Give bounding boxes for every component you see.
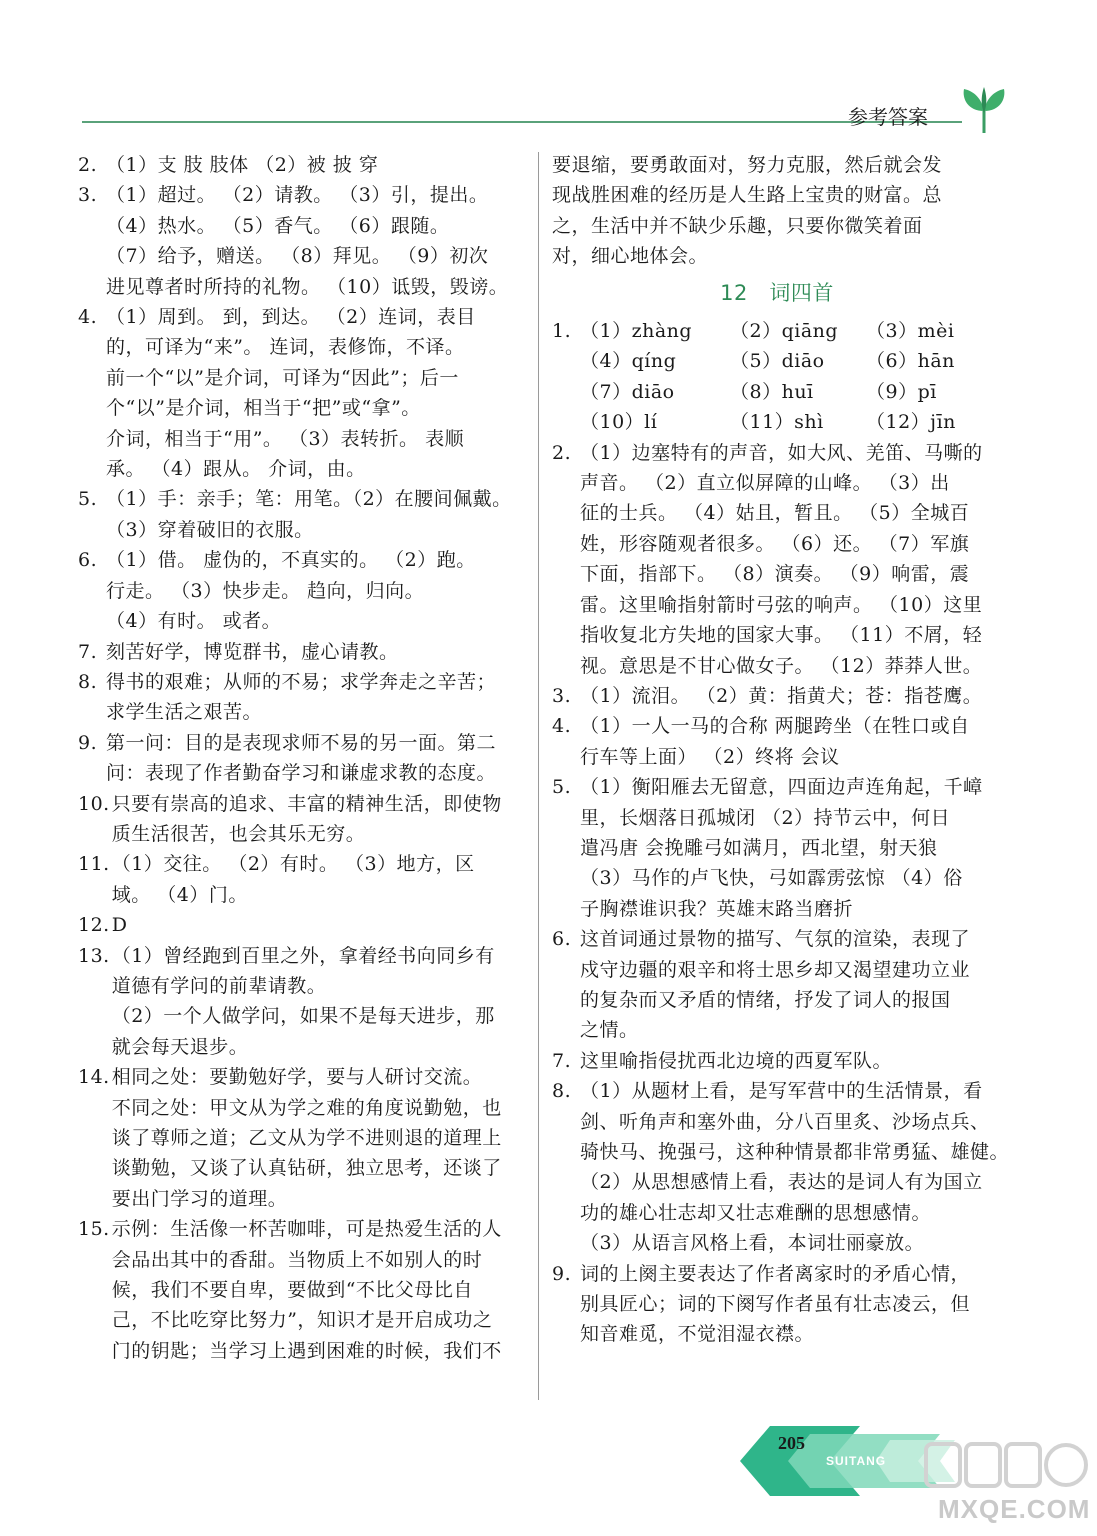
answer-line: （1）流泪。 （2）黄：指黄犬；苍：指苍鹰。: [580, 684, 983, 707]
answer-line: 求学生活之艰苦。: [106, 701, 263, 724]
item-number: 4.: [78, 306, 98, 329]
answer-line: 相同之处：要勤勉好学，要与人研讨交流。: [111, 1066, 483, 1089]
answer-line: 行走。 （3）快步走。 趋向，归向。: [106, 579, 425, 602]
answer-line: 质生活很苦，也会其乐无穷。: [111, 822, 366, 845]
answer-line: 第一问：目的是表现求师不易的另一面。第二: [106, 731, 497, 754]
item-body: [580, 1046, 1002, 1076]
answer-line: 的复杂而又矛盾的情绪，抒发了词人的报国: [580, 988, 951, 1011]
item-number: 7.: [78, 640, 98, 663]
item-number: 7.: [552, 1049, 572, 1072]
answer-line: （1）衡阳雁去无留意，四面边声连角起，千嶂: [580, 776, 983, 799]
item-body: [106, 667, 524, 728]
answer-line: 之情。: [580, 1019, 639, 1042]
answer-line: （1）借。 虚伪的，不真实的。 （2）跑。: [106, 549, 476, 572]
answer-line: 雷。这里喻指射箭时弓弦的响声。 （10）这里: [580, 593, 983, 616]
answer-line: 谈了尊师之道；乙文从为学不进则退的道理上: [111, 1127, 502, 1149]
answer-line: 指收复北方失地的国家大事。 （11）不屑，轻: [580, 624, 983, 647]
item-body: [106, 484, 524, 545]
answer-line: 之，生活中并不缺少乐趣，只要你微笑着面: [552, 214, 923, 237]
section-number: 12: [720, 280, 748, 305]
answer-item: [78, 910, 524, 940]
item-body: [580, 711, 1002, 772]
answer-item: [78, 302, 524, 484]
answer-line: 得书的艰难；从师的不易；求学奔走之辛苦；: [106, 670, 497, 693]
answer-line: 介词，相当于“用”。 （3）表转折。 表顺: [106, 427, 465, 450]
item-number: 9.: [552, 1262, 572, 1285]
item-body: [580, 924, 1002, 1046]
answer-line: 就会每天退步。: [111, 1035, 249, 1058]
pinyin-cell: （5）diāo: [730, 350, 825, 373]
answer-line: （7）给予，赠送。 （8）拜见。 （9）初次: [106, 245, 489, 268]
item-number: 8.: [78, 670, 98, 693]
answer-line: 示例：生活像一杯苦咖啡，可是热爱生活的人: [111, 1218, 502, 1241]
answer-line: 遣冯唐 会挽雕弓如满月，西北望，射天狼: [580, 836, 938, 859]
header-rule: [82, 121, 962, 123]
answer-line: （3）马作的卢飞快，弓如霹雳弦惊 （4）俗: [580, 867, 963, 890]
answer-15-continuation: [552, 150, 1002, 272]
answer-line: （2）一个人做学问，如果不是每天进步，那: [111, 1005, 495, 1028]
answer-line: 己，不比吃穿比努力”，知识才是开启成功之: [111, 1309, 493, 1332]
answer-line: （4）有时。 或者。: [106, 610, 282, 633]
answer-line: 下面，指部下。 （8）演奏。 （9）响雷，震: [580, 563, 970, 586]
answer-line: （1）超过。 （2）请教。 （3）引，提出。: [106, 184, 489, 207]
item-number: 2.: [78, 154, 98, 176]
answer-line: 现战胜困难的经历是人生路上宝贵的财富。总: [552, 184, 943, 207]
item-body: [106, 150, 524, 180]
pinyin-grid: [580, 316, 1006, 438]
answer-line: 声音。 （2）直立似屏障的山峰。 （3）出: [580, 472, 950, 495]
item-number: 5.: [552, 776, 572, 799]
answer-line: （1）周到。 到，到达。 （2）连词，表目: [106, 306, 476, 329]
answer-line: 知音难觅，不觉泪湿衣襟。: [580, 1323, 815, 1346]
answer-line: 里，长烟落日孤城闭 （2）持节云中，何日: [580, 806, 951, 829]
answer-line: 不同之处：甲文从为学之难的角度说勤勉，也: [111, 1096, 502, 1119]
answer-line: 词的上阕主要表达了作者离家时的矛盾心情，: [580, 1262, 971, 1285]
answer-line: （1）交往。 （2）有时。 （3）地方，区: [111, 853, 475, 876]
item-number: 8.: [552, 1080, 572, 1103]
answer-item: [552, 438, 1002, 681]
answer-line: （4）热水。 （5）香气。 （6）跟随。: [106, 214, 450, 237]
answer-line: 谈勤勉，又谈了认真钻研，独立思考，还谈了: [111, 1157, 502, 1180]
item-number: 2.: [552, 441, 572, 464]
item-number: 6.: [552, 928, 572, 951]
pinyin-cell: （9）pī: [866, 380, 937, 403]
item-body: [112, 1214, 524, 1366]
page-header-title: 参考答案: [848, 105, 928, 129]
answer-item: [552, 681, 1002, 711]
item-number: 5.: [78, 488, 98, 511]
answer-line: 候，我们不要自卑，要做到“不比父母比自: [111, 1279, 473, 1302]
item-number: 11.: [78, 853, 110, 876]
answer-line: （1）曾经跑到百里之外，拿着经书向同乡有: [111, 944, 495, 967]
answer-item: [78, 637, 524, 667]
answer-line: 前一个“以”是介词，可译为“因此”；后一: [106, 366, 459, 389]
answer-item: [552, 1259, 1002, 1350]
answer-item: [78, 180, 524, 302]
answer-line: 门的钥匙；当学习上遇到困难的时候，我们不: [111, 1339, 502, 1362]
answer-item: [78, 941, 524, 1063]
answer-line: 域。 （4）门。: [111, 883, 248, 906]
answer-line: 承。 （4）跟从。 介词，由。: [106, 458, 366, 481]
answer-line: （2）从思想感情上看，表达的是词人有为国立: [580, 1171, 983, 1194]
answer-item: [78, 545, 524, 636]
answer-item: [552, 1076, 1010, 1258]
item-number: 3.: [552, 684, 572, 707]
item-number: 3.: [78, 184, 98, 207]
answer-line: 戍守边疆的艰辛和将士思乡却又渴望建功立业: [580, 958, 971, 981]
answer-line: （1）从题材上看，是写军营中的生活情景，看: [580, 1080, 983, 1103]
answer-line: 的，可译为“来”。 连词，表修饰，不译。: [106, 336, 465, 359]
answer-item: [78, 1062, 524, 1214]
item-body: [112, 910, 524, 940]
answer-line: 对，细心地体会。: [552, 245, 709, 268]
answer-line: （3）穿着破旧的衣服。: [106, 518, 314, 541]
answer-line: 征的士兵。 （4）姑且，暂且。 （5）全城百: [580, 502, 970, 525]
item-body: [580, 772, 1002, 924]
pinyin-cell: （6）hān: [866, 350, 955, 373]
answer-line: 要退缩，要勇敢面对，努力克服，然后就会发: [552, 154, 943, 176]
answer-line: D: [111, 914, 128, 937]
item-number: 9.: [78, 731, 98, 754]
item-body: [580, 1076, 1009, 1258]
item-number: 4.: [552, 715, 572, 738]
answer-line: 这里喻指侵扰西北边境的西夏军队。: [580, 1049, 893, 1072]
answer-line: 视。意思是不甘心做女子。 （12）莽莽人世。: [580, 654, 983, 677]
answer-item-pinyin: [552, 316, 1002, 438]
answer-item: [552, 772, 1002, 924]
section-title-text: 词四首: [769, 280, 834, 305]
item-body: [106, 637, 524, 667]
item-body: [580, 681, 1002, 711]
item-body: [580, 438, 1002, 681]
item-body: [112, 1062, 524, 1214]
column-divider: [538, 152, 539, 1400]
pinyin-cell: （12）jīn: [866, 411, 956, 434]
answer-line: 只要有崇高的追求、丰富的精神生活，即使物: [111, 792, 502, 815]
pinyin-cell: （8）huī: [730, 380, 814, 403]
item-number: 14.: [78, 1066, 110, 1089]
item-number: 1.: [552, 320, 572, 343]
answer-line: 要出门学习的道理。: [111, 1187, 288, 1210]
answer-line: （1）一人一马的合称 两腿跨坐（在牲口或自: [580, 715, 970, 738]
pinyin-cell: （4）qíng: [580, 350, 677, 373]
answer-line: 骑快马、挽强弓，这种种情景都非常勇猛、雄健。: [580, 1141, 1010, 1163]
pinyin-cell: （7）diāo: [580, 380, 675, 403]
answer-item: [552, 924, 1002, 1046]
item-body: [106, 180, 524, 302]
pinyin-cell: （3）mèi: [866, 320, 955, 343]
item-body: [112, 789, 524, 850]
item-number: 13.: [78, 944, 110, 967]
right-column: [552, 150, 1010, 1350]
item-body: [580, 1259, 1002, 1350]
answer-line: 姓，形容随观者很多。 （6）还。 （7）军旗: [580, 532, 970, 555]
answer-line: （3）从语言风格上看，本词壮丽豪放。: [580, 1232, 925, 1255]
answer-item: [78, 789, 524, 850]
item-body: [106, 302, 524, 484]
item-number: 10.: [78, 792, 110, 815]
answer-item: [552, 1046, 1002, 1076]
left-column: [78, 150, 524, 1366]
item-body: [106, 728, 524, 789]
answer-line: 行车等上面） （2）终将 会议: [580, 745, 840, 768]
pinyin-cell: （11）shì: [730, 411, 824, 434]
leaf-logo-icon: [960, 85, 1008, 135]
pinyin-cell: （1）zhàng: [580, 320, 693, 343]
section-heading: [552, 278, 1002, 308]
pinyin-cell: （2）qiāng: [730, 320, 839, 343]
answer-item: [78, 150, 524, 180]
pinyin-cell: （10）lí: [580, 411, 658, 434]
item-body: [112, 941, 524, 1063]
answer-item: [552, 711, 1002, 772]
answer-item: [78, 667, 524, 728]
page-number: 205: [778, 1433, 805, 1453]
answer-line: 道德有学问的前辈请教。: [111, 974, 327, 997]
answer-line: 会品出其中的香甜。当物质上不如别人的时: [111, 1248, 483, 1271]
answer-line: （1）手：亲手；笔：用笔。（2）在腰间佩戴。: [106, 488, 512, 511]
answer-line: 别具匠心；词的下阕写作者虽有壮志凌云，但: [580, 1293, 971, 1316]
item-body: [112, 849, 524, 910]
answer-line: 刻苦好学，博览群书，虚心请教。: [106, 640, 399, 663]
item-body: [106, 545, 524, 636]
footer-brand: SUITANG: [826, 1454, 887, 1468]
answer-item: [78, 1214, 524, 1366]
answer-line: 这首词通过景物的描写、气氛的渲染，表现了: [580, 928, 971, 951]
answer-line: （1）边塞特有的声音，如大风、羌笛、马嘶的: [580, 441, 983, 464]
answer-line: 问：表现了作者勤奋学习和谦虚求教的态度。: [106, 762, 497, 785]
answer-line: 子胸襟谁识我？英雄末路当磨折: [580, 897, 854, 920]
answer-line: 剑、听角声和塞外曲，分八百里炙、沙场点兵、: [580, 1110, 990, 1133]
watermark-text: MXQE.COM: [938, 1494, 1091, 1524]
right-answer-list: [552, 438, 1010, 1350]
answer-item: [78, 849, 524, 910]
answer-line: （1）支 肢 肢体 （2）被 披 穿: [106, 154, 379, 176]
answer-item: [78, 728, 524, 789]
item-number: 12.: [78, 914, 110, 937]
item-number: 6.: [78, 549, 98, 572]
answer-line: 功的雄心壮志却又壮志难酬的思想感情。: [580, 1201, 932, 1224]
answer-line: 进见尊者时所持的礼物。 （10）诋毁，毁谤。: [106, 275, 509, 298]
answer-line: 个“以”是介词，相当于“把”或“拿”。: [106, 397, 421, 420]
answer-item: [78, 484, 524, 545]
item-number: 15.: [78, 1218, 110, 1241]
